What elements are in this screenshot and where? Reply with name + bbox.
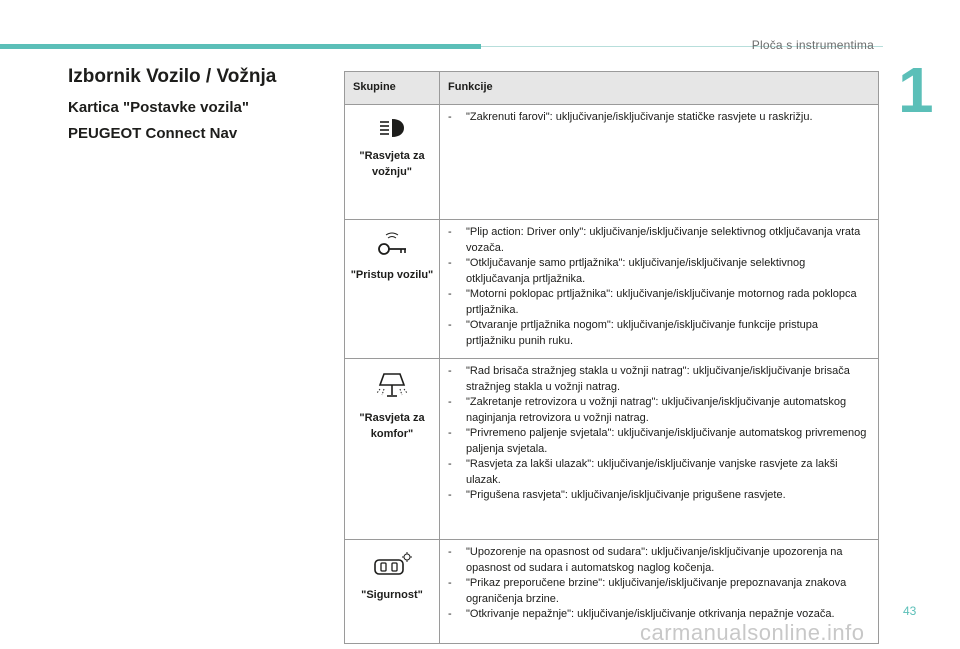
functions-cell (440, 359, 879, 540)
group-label: "Rasvjeta za komfor" (359, 412, 425, 440)
list-item: - "Otvaranje prtljažnika nogom": uključivanje/isključivanje funkcije pristupa prtljažniku punih ruku. (448, 319, 819, 347)
list-item: - "Privremeno paljenje svjetala": uključivanje/isključivanje automatskog privremenog paljenja svjetala. (448, 427, 867, 455)
group-cell (345, 105, 440, 220)
list-item: - "Otkrivanje nepažnje": uključivanje/isključivanje otkrivanja nepažnje vozača. (448, 608, 835, 620)
header-accent-bar (0, 44, 481, 49)
page-title: Izbornik Vozilo / Vožnja (68, 66, 277, 87)
table-row (345, 220, 879, 359)
list-item: - "Upozorenje na opasnost od sudara": uključivanje/isključivanje upozorenja na opasnost od sudara i automatskog naglog kočenja. (448, 546, 843, 574)
group-cell (345, 220, 440, 359)
system-name: PEUGEOT Connect Nav (68, 125, 238, 142)
list-item: - "Plip action: Driver only": uključivanje/isključivanje selektivnog otključavanja vrata vozača. (448, 226, 861, 254)
list-item: - "Prikaz preporučene brzine": uključivanje/isključivanje prepoznavanja znakova ograničenja brzine. (448, 577, 847, 605)
group-label: "Rasvjeta za vožnju" (359, 150, 425, 178)
functions-table (344, 71, 879, 644)
group-cell (345, 540, 440, 644)
column-header-groups: Skupine (345, 72, 440, 105)
functions-cell (440, 105, 879, 220)
list-item: - "Otključavanje samo prtljažnika": uključivanje/isključivanje selektivnog otključavanja prtljažnika. (448, 257, 806, 285)
table-row (345, 105, 879, 220)
list-item: - "Zakretanje retrovizora u vožnji natrag": uključivanje/isključivanje automatskog naginjanja retrovizora u vožnji natrag. (448, 396, 847, 424)
page-number: 43 (903, 604, 917, 618)
section-title: Ploča s instrumentima (751, 38, 874, 52)
watermark: carmanualsonline.info (640, 620, 865, 645)
group-label: "Pristup vozilu" (350, 269, 434, 281)
column-header-functions: Funkcije (440, 72, 879, 105)
list-item: - "Rad brisača stražnjeg stakla u vožnji natrag": uključivanje/isključivanje brisača stražnjeg stakla u vožnji natrag. (448, 365, 850, 393)
list-item: - "Rasvjeta za lakši ulazak": uključivanje/isključivanje vanjske rasvjete za lakši ulazak. (448, 458, 838, 486)
table-row (345, 359, 879, 540)
chapter-number: 1 (898, 54, 934, 126)
list-item: - "Prigušena rasvjeta": uključivanje/isključivanje prigušene rasvjete. (448, 489, 786, 501)
list-item: - "Zakrenuti farovi": uključivanje/isključivanje statičke rasvjete u raskrižju. (448, 111, 813, 123)
group-label: "Sigurnost" (361, 589, 423, 601)
car-safety-icon (372, 552, 412, 578)
lamp-icon (375, 371, 409, 401)
headlight-icon (378, 117, 406, 139)
functions-cell (440, 220, 879, 359)
subtitle: Kartica "Postavke vozila" (68, 99, 249, 116)
list-item: - "Motorni poklopac prtljažnika": uključivanje/isključivanje motornog rada poklopca prtljažnika. (448, 288, 857, 316)
group-cell (345, 359, 440, 540)
table-header-row (345, 72, 879, 105)
key-icon (374, 232, 410, 258)
